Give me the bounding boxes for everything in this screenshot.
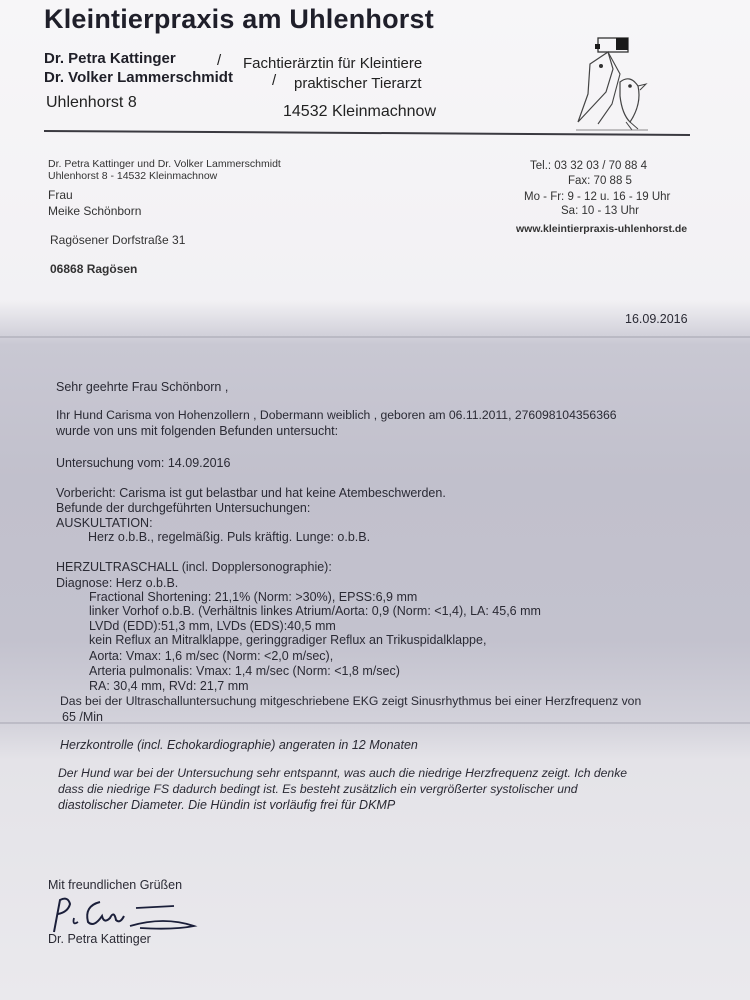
doctor2-name: Dr. Volker Lammerschmidt — [44, 69, 233, 86]
letter-date: 16.09.2016 — [625, 312, 688, 326]
recipient-name: Meike Schönborn — [48, 204, 142, 218]
pulmonary-vmax: Arteria pulmonalis: Vmax: 1,4 m/sec (Norm: <1,8 m/sec) — [89, 664, 400, 678]
practice-street: Uhlenhorst 8 — [46, 94, 137, 111]
exam-date: Untersuchung vom: 14.09.2016 — [56, 456, 231, 470]
ekg-line-2: 65 /Min — [62, 710, 103, 724]
recipient-city: 06868 Ragösen — [50, 262, 138, 276]
contact-fax: Fax: 70 88 5 — [568, 175, 632, 187]
greeting: Sehr geehrte Frau Schönborn , — [56, 380, 229, 394]
ekg-line-1: Das bei der Ultraschalluntersuchung mitgeschriebene EKG zeigt Sinusrhythmus bei einer Herzfrequenz von — [60, 694, 642, 708]
echo-heading — [56, 560, 332, 574]
signer-name: Dr. Petra Kattinger — [48, 932, 151, 946]
doctor2-title: praktischer Tierarzt — [294, 75, 422, 92]
practice-city: 14532 Kleinmachnow — [283, 103, 436, 120]
contact-website: www.kleintierpraxis-uhlenhorst.de — [516, 223, 688, 235]
doctor1-title: Fachtierärztin für Kleintiere — [243, 55, 423, 72]
paper-fold — [0, 336, 750, 338]
cat-and-bird-logo-icon — [568, 34, 668, 134]
diagnosis: Diagnose: Herz o.b.B. — [56, 576, 179, 590]
valve-reflux: kein Reflux an Mitralklappe, geringgradiger Reflux an Trikuspidalklappe, — [89, 633, 487, 647]
prereport: Vorbericht: Carisma ist gut belastbar und hat keine Atembeschwerden. — [56, 486, 446, 500]
ra-rvd: RA: 30,4 mm, RVd: 21,7 mm — [89, 679, 249, 693]
sender-line-2: Uhlenhorst 8 - 14532 Kleinmachnow — [48, 170, 218, 182]
recipient-street: Ragösener Dorfstraße 31 — [50, 233, 186, 247]
echo-heading-title: HERZULTRASCHALL — [56, 560, 179, 574]
comment-line-3: diastolischer Diameter. Die Hündin ist vorläufig frei für DKMP — [58, 798, 396, 812]
contact-tel: Tel.: 03 32 03 / 70 88 4 — [530, 160, 648, 172]
closing: Mit freundlichen Grüßen — [48, 878, 183, 892]
separator: / — [217, 52, 222, 69]
recheck-recommendation: Herzkontrolle (incl. Echokardiographie) angeraten in 12 Monaten — [60, 738, 418, 752]
paper-fold — [0, 722, 750, 724]
comment-line-2: dass die niedrige FS dadurch bedingt ist. Es besteht zusätzlich ein vergrößerter systolischer und — [58, 782, 578, 796]
left-atrium: linker Vorhof o.b.B. (Verhältnis linkes Atrium/Aorta: 0,9 (Norm: <1,4), LA: 45,6 mm — [89, 604, 541, 618]
echo-heading-suffix: (incl. Dopplersonographie): — [178, 560, 332, 574]
auscultation-text: Herz o.b.B., regelmäßig. Puls kräftig. Lunge: o.b.B. — [88, 530, 371, 544]
auscultation-heading: AUSKULTATION: — [56, 516, 153, 530]
practice-name: Kleintierpraxis am Uhlenhorst — [44, 4, 434, 34]
doctor1-name: Dr. Petra Kattinger — [44, 50, 176, 67]
recipient-salutation: Frau — [48, 188, 73, 202]
patient-intro-2: wurde von uns mit folgenden Befunden untersucht: — [56, 424, 339, 438]
contact-hours-weekday: Mo - Fr: 9 - 12 u. 16 - 19 Uhr — [524, 191, 671, 203]
aorta-vmax: Aorta: Vmax: 1,6 m/sec (Norm: <2,0 m/sec), — [89, 649, 334, 663]
findings-heading: Befunde der durchgeführten Untersuchungen: — [56, 501, 311, 515]
fractional-shortening: Fractional Shortening: 21,1% (Norm: >30%), EPSS:6,9 mm — [89, 590, 418, 604]
separator: / — [272, 72, 277, 89]
sender-line-1: Dr. Petra Kattinger und Dr. Volker Lammerschmidt — [48, 158, 281, 170]
contact-hours-saturday: Sa: 10 - 13 Uhr — [561, 205, 639, 217]
lv-dimensions: LVDd (EDD):51,3 mm, LVDs (EDS):40,5 mm — [89, 619, 336, 633]
comment-line-1: Der Hund war bei der Untersuchung sehr entspannt, was auch die niedrige Herzfrequenz zeigt. Ich denke — [58, 766, 628, 780]
patient-intro-1: Ihr Hund Carisma von Hohenzollern , Dobermann weiblich , geboren am 06.11.2011, 276098104356366 — [56, 408, 617, 422]
